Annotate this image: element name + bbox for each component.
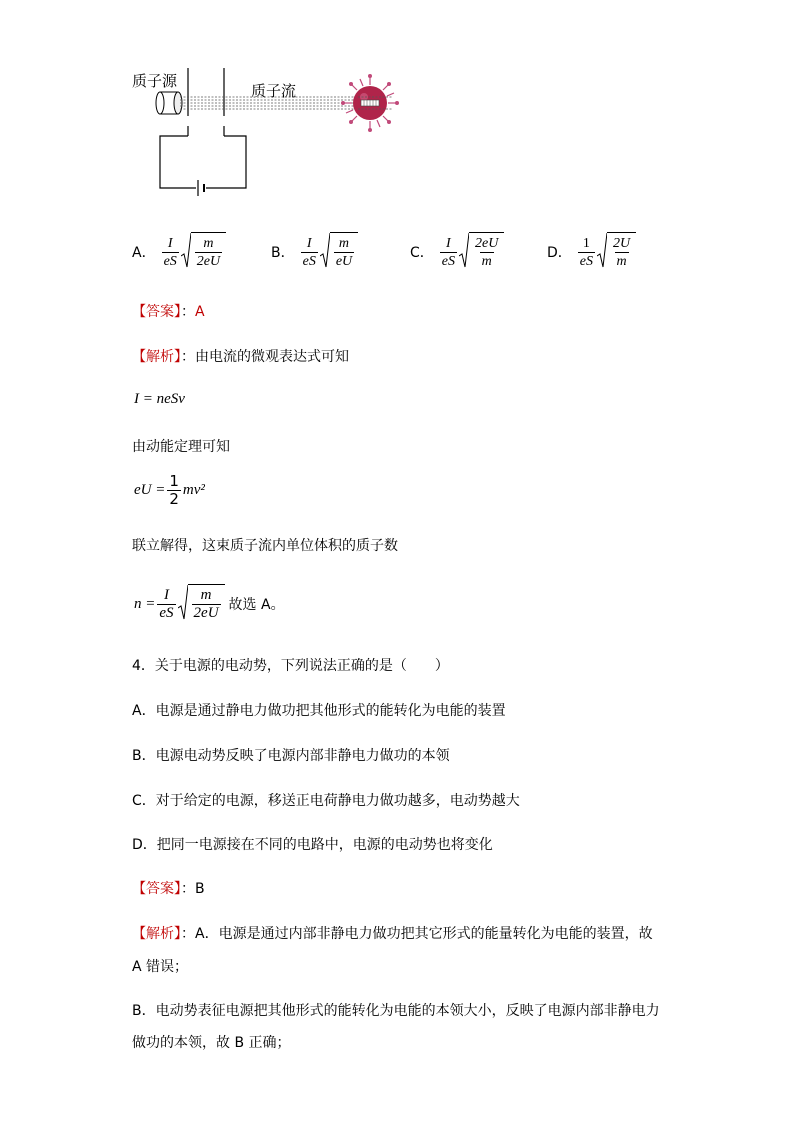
numerator: I: [446, 235, 451, 251]
radical-sign: [181, 232, 191, 272]
numerator: I: [167, 235, 173, 251]
answer-sep: ：: [181, 304, 195, 320]
circuit-wire-left: [160, 136, 196, 188]
radical-sign: [459, 232, 469, 272]
option-letter: D．: [547, 245, 572, 261]
half-fraction: [167, 474, 181, 507]
option-letter: C．: [410, 245, 434, 261]
radicand-fraction: [192, 588, 221, 621]
analysis-text: 由电流的微观表达式可知: [195, 349, 349, 365]
q4-option-c: C．对于给定的电源，移送正电荷静电力做功越多，电动势越大: [132, 793, 520, 809]
cylinder-icon: [156, 92, 182, 114]
equation-left: n =: [134, 595, 156, 612]
sqrt: [178, 584, 225, 624]
analysis-line-kinetic: 由动能定理可知: [132, 439, 230, 455]
option-letter: B．: [271, 245, 295, 261]
equation-left: eU =: [134, 482, 166, 498]
equation-result: [134, 584, 285, 624]
sqrt: [181, 232, 226, 272]
proton-stream-label: 质子流: [251, 82, 297, 100]
option-a: [132, 232, 226, 272]
denominator: eS: [302, 253, 316, 269]
analysis-line-combine: 联立解得，这束质子流内单位体积的质子数: [132, 538, 398, 554]
answer-tag: 【答案】: [132, 881, 181, 897]
radicand-den: m: [616, 254, 627, 269]
equation-tail: 故选 A。: [228, 597, 285, 613]
denominator: eS: [441, 253, 455, 269]
denominator: eS: [579, 253, 593, 269]
numerator: I: [306, 235, 312, 251]
q4-stem: 4．关于电源的电动势，下列说法正确的是（ ）: [132, 658, 449, 674]
sqrt: [320, 232, 358, 272]
fraction: [578, 236, 595, 269]
radicand-fraction: [473, 236, 500, 269]
fraction: [157, 588, 175, 621]
q4-option-a: A．电源是通过静电力做功把其他形式的能转化为电能的装置: [132, 703, 506, 719]
radicand-den: m: [481, 254, 492, 269]
denominator: eS: [163, 253, 177, 269]
analysis-sep: ：: [181, 926, 195, 942]
radicand-den: 2eU: [196, 254, 221, 269]
radicand-fraction: [334, 236, 354, 269]
analysis-tag: 【解析】: [132, 349, 181, 365]
option-b: [271, 232, 358, 272]
radicand-fraction: [611, 236, 632, 269]
numerator: I: [163, 586, 169, 603]
q3-answer: [132, 301, 205, 321]
answer-tag: 【答案】: [132, 304, 181, 320]
radical-sign: [597, 232, 607, 272]
proton-source-label: 质子源: [132, 72, 178, 90]
q4-option-d: D．把同一电源接在不同的电路中，电源的电动势也将变化: [132, 837, 493, 853]
equation-current: I = neSv: [134, 391, 185, 407]
q4-analysis-a-line1: [132, 923, 653, 943]
radicand-num: m: [203, 236, 214, 251]
option-letter: A．: [132, 245, 156, 261]
fraction: [301, 236, 318, 269]
circuit-wire-right: [206, 136, 246, 188]
radicand-den: 2eU: [193, 605, 219, 621]
q4-analysis-b-line1: B．电动势表征电源把其他形式的能转化为电能的本领大小，反映了电源内部非静电力: [132, 1003, 660, 1019]
radicand-den: eU: [335, 254, 353, 269]
analysis-tag: 【解析】: [132, 926, 181, 942]
equation-right: mv²: [182, 482, 205, 498]
answer-value: B: [195, 881, 205, 897]
q4-answer: [132, 878, 205, 898]
q3-analysis-intro: [132, 346, 349, 366]
denominator: eS: [159, 604, 174, 621]
q4-option-b: B．电源电动势反映了电源内部非静电力做功的本领: [132, 748, 450, 764]
answer-value: A: [195, 304, 205, 320]
sqrt: [459, 232, 504, 272]
sqrt: [597, 232, 636, 272]
radicand-num: m: [200, 587, 212, 603]
option-d: [547, 232, 636, 272]
analysis-text: A．电源是通过内部非静电力做功把其它形式的能量转化为电能的装置，故: [195, 926, 653, 942]
radicand-num: 2U: [613, 236, 631, 251]
q4-analysis-b-line2: 做功的本领，故 B 正确；: [132, 1035, 291, 1051]
fraction: [162, 236, 179, 269]
radicand-num: 2eU: [475, 236, 499, 251]
equation-energy: [134, 474, 205, 507]
radicand-num: m: [338, 236, 350, 251]
radicand-fraction: [195, 236, 222, 269]
numerator: 1: [169, 472, 179, 490]
fraction: [440, 236, 457, 269]
denominator: 2: [169, 490, 179, 508]
radical-sign: [320, 232, 330, 272]
battery-icon: [198, 180, 204, 196]
radical-sign: [178, 584, 188, 624]
option-c: [410, 232, 504, 272]
answer-sep: ：: [181, 881, 195, 897]
numerator: 1: [582, 235, 590, 251]
analysis-sep: ：: [181, 349, 195, 365]
q4-analysis-a-line2: A 错误；: [132, 959, 189, 975]
virus-icon: [341, 74, 399, 132]
